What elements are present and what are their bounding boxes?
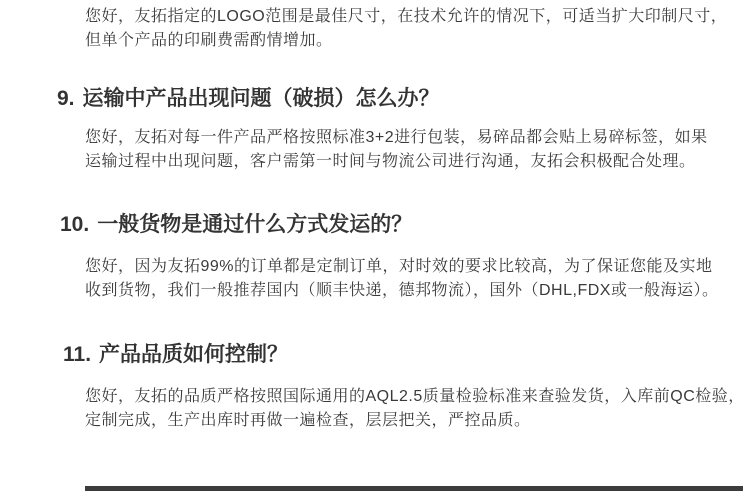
faq-answer-line: 您好，友拓对每一件产品严格按照标准3+2进行包装，易碎品都会贴上易碎标签，如果 — [85, 129, 708, 146]
faq-question-11 — [63, 342, 288, 368]
faq-answer-line: 您好，因为友拓99%的订单都是定制订单，对时效的要求比较高，为了保证您能及实地 — [85, 258, 713, 275]
faq-question-number: 9. — [57, 87, 75, 110]
faq-answer-9 — [85, 126, 708, 174]
faq-answer-10 — [85, 255, 718, 303]
faq-answer-line: 收到货物，我们一般推荐国内（顺丰快递，德邦物流），国外（DHL,FDX或一般海运）。 — [85, 282, 719, 299]
faq-answer-line: 您好，友拓的品质严格按照国际通用的AQL2.5质量检验标准来查验发货，入库前QC检验， — [85, 388, 745, 405]
faq-question-10 — [60, 212, 412, 238]
continued-answer — [85, 5, 727, 53]
faq-answer-line: 定制完成，生产出库时再做一遍检查，层层把关，严控品质。 — [85, 412, 531, 429]
continued-answer-line: 但单个产品的印刷费需酌情增加。 — [85, 32, 333, 49]
faq-question-text: 产品品质如何控制？ — [99, 343, 289, 366]
faq-question-text: 一般货物是通过什么方式发运的？ — [97, 213, 413, 236]
section-divider — [85, 486, 743, 491]
faq-question-text: 运输中产品出现问题（破损）怎么办？ — [82, 87, 440, 110]
faq-question-number: 10. — [60, 213, 90, 236]
continued-answer-line: 您好，友拓指定的LOGO范围是最佳尺寸，在技术允许的情况下，可适当扩大印制尺寸， — [85, 8, 728, 25]
faq-answer-11 — [85, 385, 745, 433]
faq-question-number: 11. — [63, 343, 92, 366]
faq-answer-line: 运输过程中出现问题，客户需第一时间与物流公司进行沟通，友拓会积极配合处理。 — [85, 153, 696, 170]
faq-question-9 — [57, 86, 440, 112]
